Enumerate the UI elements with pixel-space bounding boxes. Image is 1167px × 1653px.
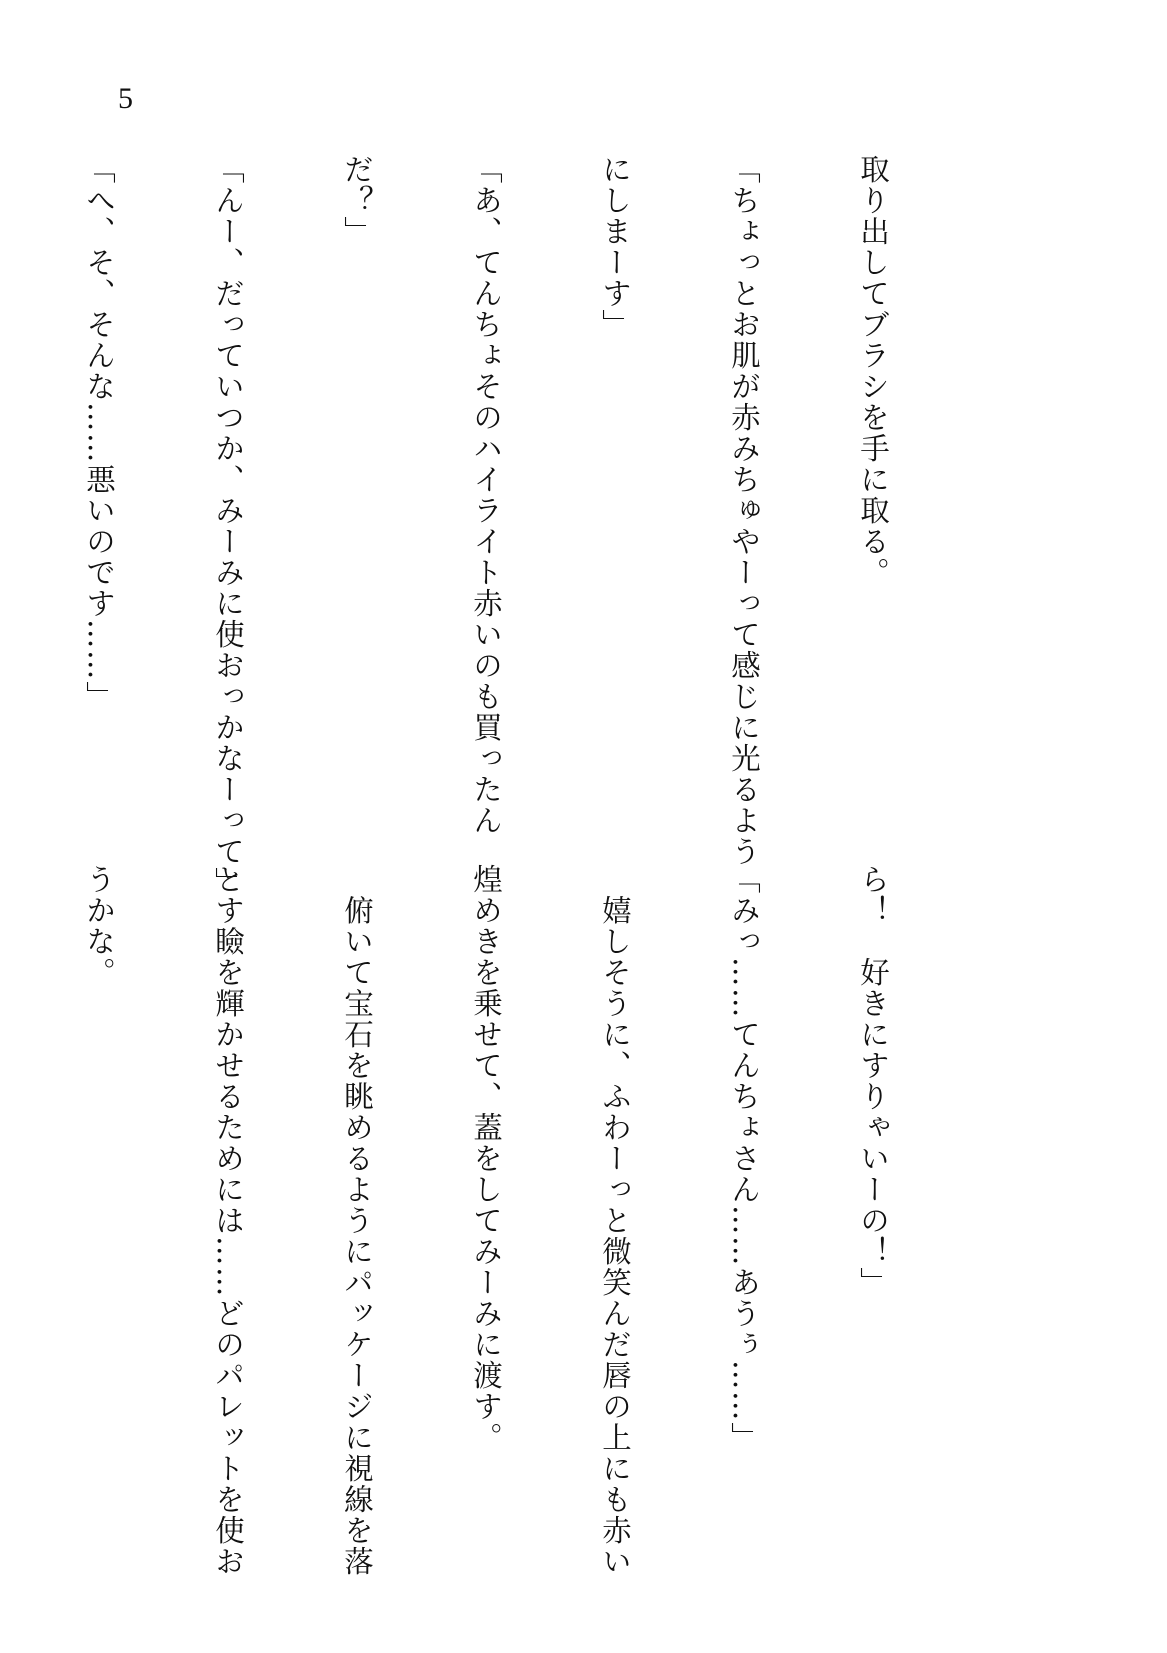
upper-text-block — [0, 154, 980, 898]
text-line: 「あ、てんちょそのハイライト赤いのも買ったん — [469, 154, 503, 836]
page-number: 5 — [118, 82, 133, 115]
text-line: とす瞼を輝かせるためには……どのパレットを使お — [211, 864, 245, 1577]
text-line: うかな。 — [82, 864, 116, 988]
text-line: 「ちょっとお肌が赤みちゅやーって感じに光るよう — [727, 154, 761, 867]
text-line: 取り出してブラシを手に取る。 — [856, 154, 890, 588]
text-line: 「へ、そ、そんな……悪いのです……」 — [82, 154, 116, 712]
text-line: 「みっ……てんちょさん……あうぅ……」 — [727, 864, 761, 1453]
text-line: 嬉しそうに、ふわーっと微笑んだ唇の上にも赤い — [598, 864, 632, 1577]
text-line: ら！ 好きにすりゃいーの！」 — [856, 864, 890, 1298]
text-line: だ？」 — [340, 154, 374, 247]
text-line: 「んー、だっていつか、みーみに使おっかなーって」 — [211, 154, 245, 898]
text-line: 煌めきを乗せて、蓋をしてみーみに渡す。 — [469, 864, 503, 1453]
lower-text-block — [0, 864, 980, 1577]
text-line: にしまーす」 — [598, 154, 632, 340]
text-line: 俯いて宝石を眺めるようにパッケージに視線を落 — [340, 864, 374, 1577]
